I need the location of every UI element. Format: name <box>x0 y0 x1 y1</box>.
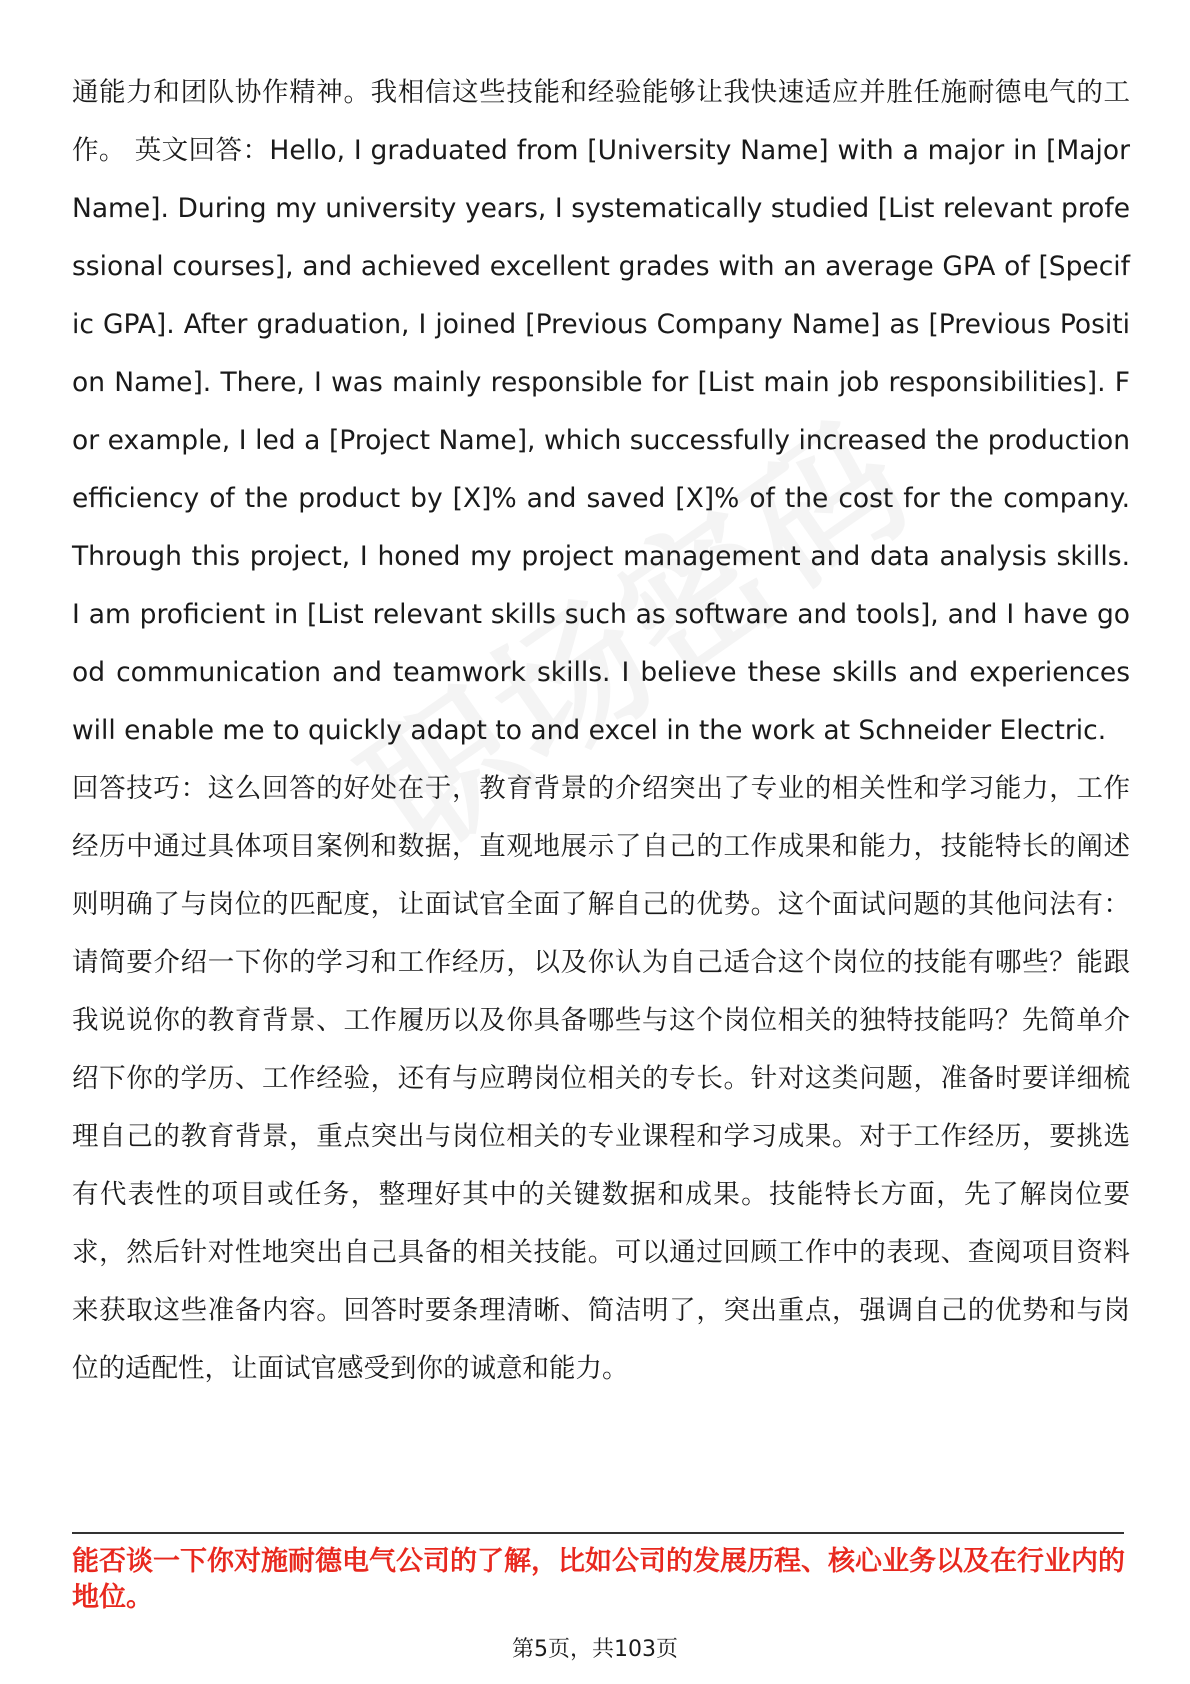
page-number: 第5页，共103页 <box>512 1637 678 1662</box>
page-body <box>72 64 1130 1398</box>
english-answer-paragraph: 通能力和团队协作精神。我相信这些技能和经验能够让我快速适应并胜任施耐德电气的工作。 英文回答：Hello, I graduated from [University Name] with a major in [Major Name]. During my university years, I systematically studied [List relevant professional courses], and achieved excellent grades with an average GPA of [Specific GPA]. After graduation, I joined [Previous Company Name] as [Previous Position Name]. There, I was mainly responsible for [List main job responsibilities]. For example, I led a [Project Name], which successfully increased the production efficiency of the product by [X]% and saved [X]% of the cost for the company. Through this project, I honed my project management and data analysis skills. I am proficient in [List relevant skills such as software and tools], and I have good communication and teamwork skills. I believe these skills and experiences will enable me to quickly adapt to and excel in the work at Schneider Electric. <box>72 77 1130 746</box>
section-divider <box>72 1532 1124 1534</box>
answer-tips-paragraph: 回答技巧：这么回答的好处在于，教育背景的介绍突出了专业的相关性和学习能力，工作经历中通过具体项目案例和数据，直观地展示了自己的工作成果和能力，技能特长的阐述则明确了与岗位的匹配度，让面试官全面了解自己的优势。这个面试问题的其他问法有：请简要介绍一下你的学习和工作经历，以及你认为自己适合这个岗位的技能有哪些？能跟我说说你的教育背景、工作履历以及你具备哪些与这个岗位相关的独特技能吗？先简单介绍下你的学历、工作经验，还有与应聘岗位相关的专长。针对这类问题，准备时要详细梳理自己的教育背景，重点突出与岗位相关的专业课程和学习成果。对于工作经历，要挑选有代表性的项目或任务，整理好其中的关键数据和成果。技能特长方面，先了解岗位要求，然后针对性地突出自己具备的相关技能。可以通过回顾工作中的表现、查阅项目资料来获取这些准备内容。回答时要条理清晰、简洁明了，突出重点，强调自己的优势和与岗位的适配性，让面试官感受到你的诚意和能力。 <box>72 773 1130 1384</box>
next-question-heading: 能否谈一下你对施耐德电气公司的了解，比如公司的发展历程、核心业务以及在行业内的地位。 <box>72 1546 1125 1613</box>
